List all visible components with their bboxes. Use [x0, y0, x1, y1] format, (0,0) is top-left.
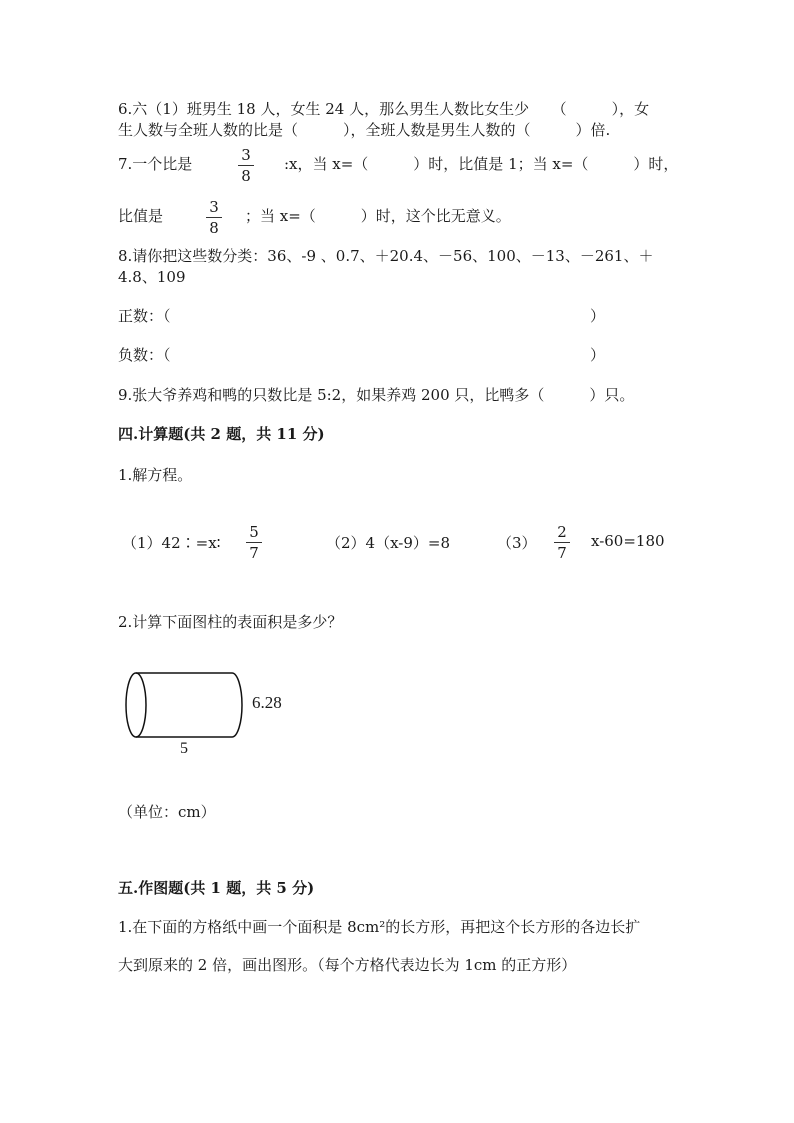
equation-1: （1）42∶=x∶	[122, 534, 221, 552]
equation-1-numerator: 5	[249, 523, 259, 541]
q7-fraction-1-numerator: 3	[241, 146, 251, 164]
equation-3-denominator: 7	[557, 544, 567, 562]
equation-1-fraction	[243, 525, 265, 561]
q6-line1: 6.六（1）班男生 18 人，女生 24 人，那么男生人数比女生少 （ ），女	[118, 100, 650, 118]
section5-q1-line1: 1.在下面的方格纸中画一个面积是 8cm²的长方形，再把这个长方形的各边长扩	[118, 918, 641, 936]
q9-text: 9.张大爷养鸡和鸭的只数比是 5:2，如果养鸡 200 只，比鸭多（ ）只。	[118, 386, 635, 404]
q8-line2: 4.8、109	[118, 268, 186, 286]
q8-positive-label: 正数：（	[118, 307, 171, 325]
equation-3-label: （3）	[497, 534, 537, 552]
q8-positive-close: ）	[590, 307, 606, 325]
section5-title: 五.作图题(共 1 题，共 5 分)	[118, 879, 315, 897]
section4-title: 四.计算题(共 2 题，共 11 分)	[118, 425, 325, 443]
cylinder-right-curve	[232, 673, 242, 737]
cylinder-figure	[120, 665, 250, 745]
section4-q2-title: 2.计算下面图柱的表面积是多少？	[118, 613, 343, 631]
q7-part-b: :x，当 x=（ ）时，比值是 1；当 x=（ ）时，	[284, 155, 679, 173]
q7-part-a: 7.一个比是	[118, 155, 193, 173]
q8-negative-close: ）	[590, 346, 606, 364]
cylinder-left-face	[126, 673, 146, 737]
q7-fraction-2	[203, 200, 225, 236]
q7-fraction-1-denominator: 8	[241, 167, 251, 185]
equation-3-numerator: 2	[557, 523, 567, 541]
cylinder-length-label: 5	[180, 740, 188, 757]
q7-part-c: 比值是	[118, 207, 164, 225]
section5-q1-line2: 大到原来的 2 倍，画出图形。（每个方格代表边长为 1cm 的正方形）	[118, 956, 577, 974]
equation-3-fraction	[551, 525, 573, 561]
section4-q1-title: 1.解方程。	[118, 466, 193, 484]
cylinder-diameter-label: 6.28	[252, 693, 282, 712]
q8-negative-label: 负数：（	[118, 346, 171, 364]
q7-fraction-2-numerator: 3	[209, 198, 219, 216]
q7-fraction-2-denominator: 8	[209, 219, 219, 237]
q7-part-d: ；当 x=（ ）时，这个比无意义。	[245, 207, 511, 225]
q8-line1: 8.请你把这些数分类：36、-9 、0.7、＋20.4、－56、100、－13、－261、＋	[118, 247, 654, 265]
q6-line2: 生人数与全班人数的比是（ ），全班人数是男生人数的（ ）倍.	[118, 121, 611, 139]
unit-note: （单位：cm）	[118, 803, 216, 821]
q7-fraction-1	[235, 148, 257, 184]
equation-1-denominator: 7	[249, 544, 259, 562]
equation-3-rest: x-60=180	[591, 532, 665, 550]
equation-2: （2）4（x-9）=8	[326, 534, 451, 552]
